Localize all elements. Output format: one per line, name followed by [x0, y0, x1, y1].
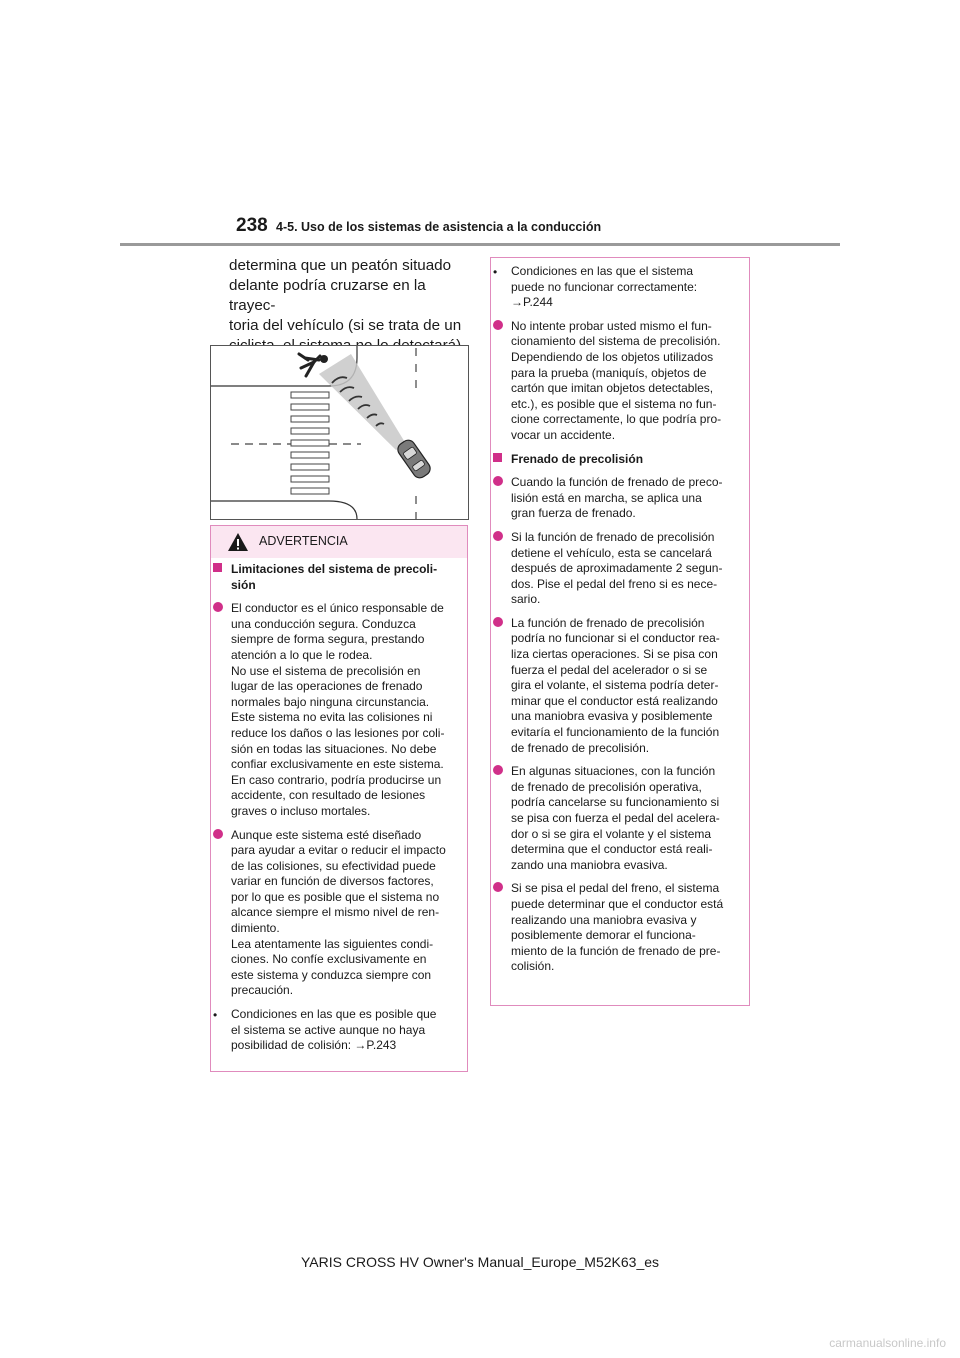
list-item [493, 319, 747, 444]
text-line: podría cancelarse su funcionamiento si [511, 795, 720, 810]
warning-item [213, 828, 465, 1000]
pedestrian-detection-illustration [210, 345, 469, 520]
text-line: para la prueba (maniquís, objetos de [511, 365, 707, 380]
text-line: dos. Pise el pedal del freno si es nece- [511, 576, 718, 591]
text-line: Este sistema no evita las colisiones ni [231, 710, 433, 725]
text-line: reduce los daños o las lesiones por coli- [231, 725, 445, 740]
warning-box [210, 525, 468, 1072]
intro-line: determina que un peatón situado [229, 257, 452, 274]
circle-bullet-icon [493, 531, 503, 541]
detection-beam [319, 354, 406, 450]
continued-content [493, 264, 747, 983]
warning-title: ADVERTENCIA [259, 534, 348, 548]
sub-item [493, 264, 747, 311]
text-line: →P.244 [511, 295, 553, 310]
continued-warning-box [490, 257, 750, 1006]
small-bullet-icon: • [493, 265, 498, 279]
text-line: cionamiento del sistema de precolisión. [511, 334, 721, 349]
car-icon [395, 437, 433, 480]
header-divider [120, 243, 840, 246]
section-title: 4-5. Uso de los sistemas de asistencia a la conducción [276, 220, 602, 234]
circle-bullet-icon [493, 617, 503, 627]
text-line: No intente probar usted mismo el fun- [511, 318, 712, 333]
text-line: posibilidad de colisión: →P.243 [231, 1038, 397, 1053]
text-line: vocar un accidente. [511, 427, 616, 442]
text-line: cartón que imitan objetos detectables, [511, 381, 714, 396]
text-line: colisión. [511, 959, 555, 974]
text-line: El conductor es el único responsable de [231, 601, 444, 616]
circle-bullet-icon [213, 829, 223, 839]
text-line: puede determinar que el conductor está [511, 896, 724, 911]
intersection-diagram [211, 346, 468, 519]
text-line: normales bajo ninguna circunstancia. [231, 694, 430, 709]
text-line: gira el volante, el sistema podría deter- [511, 678, 719, 693]
text-line: cione correctamente, lo que podría pro- [511, 412, 722, 427]
text-line: alcance siempre el mismo nivel de ren- [231, 905, 440, 920]
text-line: se pisa con fuerza el pedal del acelera- [511, 811, 720, 825]
list-item [493, 616, 747, 756]
text-line: En caso contrario, podría producirse un [231, 772, 442, 787]
warning-content [213, 562, 465, 1062]
small-bullet-icon: • [213, 1008, 218, 1023]
watermark: carmanualsonline.info [829, 1336, 946, 1350]
text-line: liza ciertas operaciones. Si se pisa con [511, 647, 718, 662]
list-item [493, 530, 747, 608]
text-line: sión [231, 577, 256, 592]
text-line: sión en todas las situaciones. No debe [231, 741, 437, 756]
text-line: variar en función de diversos factores, [231, 874, 434, 889]
page-number: 238 [236, 215, 268, 236]
text-line: graves o incluso mortales. [231, 803, 371, 818]
text-line: lugar de las operaciones de frenado [231, 679, 423, 694]
text-line: este sistema y conduzca siempre con [231, 967, 432, 982]
text-line: Si se pisa el pedal del freno, el sistema [511, 881, 720, 896]
text-line: Frenado de precolisión [511, 451, 644, 466]
text-line: gran fuerza de frenado. [511, 506, 636, 521]
warning-heading [213, 562, 465, 593]
square-bullet-icon [213, 563, 222, 572]
warning-triangle-icon [227, 532, 249, 552]
text-line: ciones. No confíe exclusivamente en [231, 952, 427, 967]
text-line: puede no funcionar correctamente: [511, 279, 698, 294]
text-line: zando una maniobra evasiva. [511, 857, 668, 872]
text-line: detiene el vehículo, esta se cancelará [511, 545, 712, 560]
warning-sub-item [213, 1007, 465, 1054]
text-line: miento de la función de frenado de pre- [511, 943, 721, 958]
circle-bullet-icon [493, 476, 503, 486]
text-line: después de aproximadamente 2 segun- [511, 561, 723, 576]
warning-header [211, 526, 467, 558]
text-line: sario. [511, 592, 541, 607]
text-line: Dependiendo de los objetos utilizados [511, 349, 714, 364]
intro-line: delante podría cruzarse en la trayec- [229, 277, 426, 314]
text-line: evitaría el funcionamiento de la función [511, 725, 720, 740]
text-line: de frenado de precolisión operativa, [511, 779, 702, 794]
list-item [493, 881, 747, 975]
text-line: una conducción segura. Conduzca [231, 616, 416, 631]
list-item [493, 764, 747, 873]
circle-bullet-icon [493, 882, 503, 892]
road-edge-bottom [211, 501, 357, 519]
text-line: dimiento. [231, 921, 280, 936]
text-line: confiar exclusivamente en este sistema. [231, 757, 444, 772]
circle-bullet-icon [213, 602, 223, 612]
text-line: dor o si se gira el volante y el sistema [511, 826, 712, 841]
text-line: No use el sistema de precolisión en [231, 663, 421, 678]
text-line: de las colisiones, su efectividad puede [231, 858, 436, 873]
text-line: atención a lo que le rodea. [231, 647, 373, 662]
text-line: Cuando la función de frenado de preco- [511, 475, 723, 490]
intro-paragraph [229, 256, 469, 356]
text-line: de frenado de precolisión. [511, 740, 650, 755]
text-line: siempre de forma segura, prestando [231, 632, 425, 647]
text-line: Condiciones en las que el sistema [511, 264, 694, 278]
text-line: Aunque este sistema esté diseñado [231, 827, 422, 842]
text-line: Si la función de frenado de precolisión [511, 529, 715, 544]
section-heading [493, 452, 747, 468]
intro-line: toria del vehículo (si se trata de un [229, 317, 462, 334]
circle-bullet-icon [493, 320, 503, 330]
text-line: Lea atentamente las siguientes condi- [231, 936, 434, 951]
crosswalk [291, 392, 329, 494]
list-item [493, 475, 747, 522]
square-bullet-icon [493, 453, 502, 462]
text-line: minar que el conductor está realizando [511, 693, 718, 708]
footer-manual-title: YARIS CROSS HV Owner's Manual_Europe_M52K63_es [300, 1254, 660, 1270]
text-line: una maniobra evasiva y posiblemente [511, 709, 713, 724]
text-line: En algunas situaciones, con la función [511, 764, 716, 779]
text-line: etc.), es posible que el sistema no fun- [511, 396, 717, 411]
text-line: posiblemente demorar el funciona- [511, 928, 696, 943]
warning-item [213, 601, 465, 819]
text-line: realizando una maniobra evasiva y [511, 912, 697, 927]
text-line: el sistema se active aunque no haya [231, 1022, 426, 1037]
text-line: accidente, con resultado de lesiones [231, 788, 426, 803]
text-line: podría no funcionar si el conductor rea- [511, 631, 720, 646]
text-line: fuerza el pedal del acelerador o si se [511, 662, 708, 677]
text-line: Condiciones en las que es posible que [231, 1007, 437, 1022]
text-line: lisión está en marcha, se aplica una [511, 490, 702, 505]
text-line: por lo que es posible que el sistema no [231, 889, 440, 904]
text-line: para ayudar a evitar o reducir el impacto [231, 843, 446, 858]
text-line: La función de frenado de precolisión [511, 615, 705, 630]
text-line: determina que el conductor está reali- [511, 842, 713, 857]
text-line: precaución. [231, 983, 294, 998]
circle-bullet-icon [493, 765, 503, 775]
text-line: Limitaciones del sistema de precoli- [231, 562, 438, 576]
